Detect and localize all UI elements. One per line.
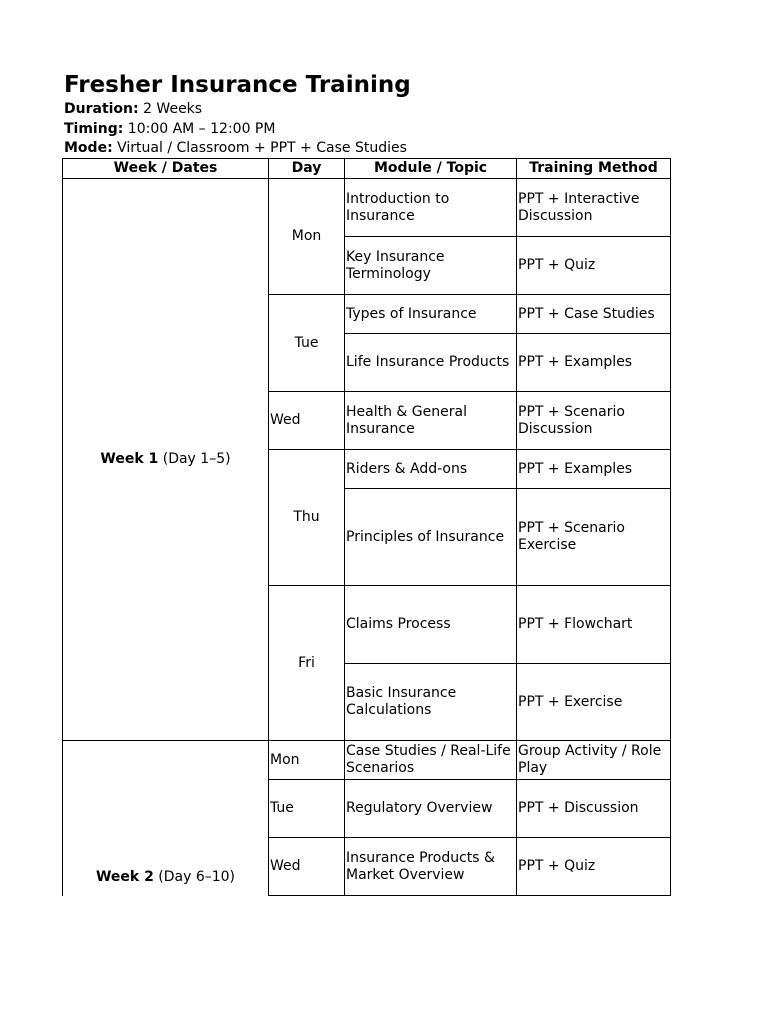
method-cell: PPT + Scenario Exercise — [517, 489, 671, 586]
training-schedule-table — [62, 158, 671, 896]
topic-cell: Principles of Insurance — [345, 489, 517, 586]
timing-label: Timing: — [64, 121, 124, 137]
topic-cell: Case Studies / Real-Life Scenarios — [345, 741, 517, 780]
week-1-cell — [63, 179, 269, 741]
topic-cell: Types of Insurance — [345, 295, 517, 334]
table-header-row — [63, 159, 671, 179]
timing-value: 10:00 AM – 12:00 PM — [127, 121, 276, 137]
method-cell: PPT + Quiz — [517, 838, 671, 896]
week-2-label: Week 2 — [95, 869, 154, 885]
method-cell: PPT + Examples — [517, 450, 671, 489]
timing-line — [64, 120, 275, 139]
document-title: Fresher Insurance Training — [64, 72, 411, 98]
mode-label: Mode: — [64, 140, 113, 156]
topic-cell: Riders & Add-ons — [345, 450, 517, 489]
day-cell-mon: Mon — [269, 179, 345, 295]
topic-cell: Life Insurance Products — [345, 334, 517, 392]
day-cell-wed: Wed — [269, 838, 345, 896]
method-cell: PPT + Scenario Discussion — [517, 392, 671, 450]
day-cell-tue: Tue — [269, 295, 345, 392]
week-1-range: (Day 1–5) — [162, 451, 231, 467]
header-day: Day — [269, 159, 345, 179]
method-cell: PPT + Flowchart — [517, 586, 671, 664]
method-cell: Group Activity / Role Play — [517, 741, 671, 780]
duration-value: 2 Weeks — [143, 101, 203, 117]
duration-line — [64, 100, 202, 119]
topic-cell: Key Insurance Terminology — [345, 237, 517, 295]
header-module-topic: Module / Topic — [345, 159, 517, 179]
header-week-dates: Week / Dates — [63, 159, 269, 179]
method-cell: PPT + Discussion — [517, 780, 671, 838]
mode-line — [64, 139, 407, 158]
day-cell-fri: Fri — [269, 586, 345, 741]
header-training-method: Training Method — [517, 159, 671, 179]
day-cell-mon: Mon — [269, 741, 345, 780]
topic-cell: Health & General Insurance — [345, 392, 517, 450]
topic-cell: Insurance Products & Market Overview — [345, 838, 517, 896]
day-cell-wed: Wed — [269, 392, 345, 450]
week-1-label: Week 1 — [100, 451, 159, 467]
topic-cell: Claims Process — [345, 586, 517, 664]
method-cell: PPT + Case Studies — [517, 295, 671, 334]
method-cell: PPT + Interactive Discussion — [517, 179, 671, 237]
topic-cell: Regulatory Overview — [345, 780, 517, 838]
method-cell: PPT + Exercise — [517, 664, 671, 741]
duration-label: Duration: — [64, 101, 139, 117]
week-2-cell — [63, 741, 269, 896]
week-2-range: (Day 6–10) — [158, 869, 236, 885]
method-cell: PPT + Quiz — [517, 237, 671, 295]
day-cell-tue: Tue — [269, 780, 345, 838]
table-row — [63, 179, 671, 237]
table-row — [63, 741, 671, 780]
mode-value: Virtual / Classroom + PPT + Case Studies — [117, 140, 407, 156]
topic-cell: Basic Insurance Calculations — [345, 664, 517, 741]
method-cell: PPT + Examples — [517, 334, 671, 392]
topic-cell: Introduction to Insurance — [345, 179, 517, 237]
day-cell-thu: Thu — [269, 450, 345, 586]
